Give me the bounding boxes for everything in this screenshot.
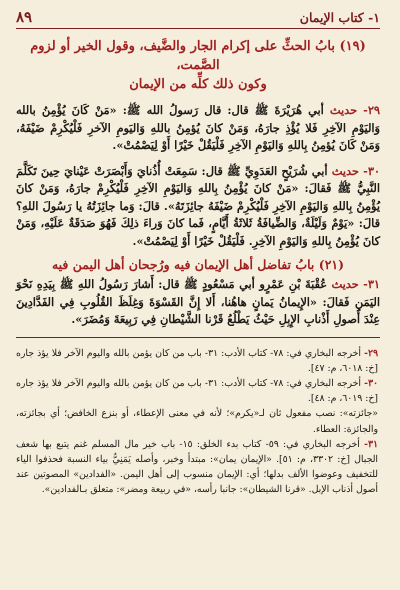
page-header <box>16 6 380 29</box>
hadith-30 <box>16 163 380 251</box>
footnote-number: ٣١- <box>364 438 378 450</box>
footnote-number: ٢٩- <box>364 347 379 359</box>
footnote <box>16 437 380 498</box>
hadith-number: ٣١- حديث <box>331 277 380 291</box>
footnote <box>16 376 380 406</box>
footnote <box>16 346 380 376</box>
hadith-number: ٢٩- حديث <box>329 103 380 117</box>
chapter-heading-line: (١٩) بابُ الحثِّ على إكرام الجار والضَّيف، وقول الخير أو لزوم الصَّمت، <box>30 39 366 73</box>
chapter-heading-line: وكون ذلك كلِّه من الإيمان <box>129 77 267 92</box>
hadith-31 <box>16 276 380 329</box>
footnote-text: أخرجه البخاري في: ٧٨- كتاب الأدب: ٣١- باب من كان يؤمن بالله واليوم الآخر فلا يؤذ جاره [خ: ٦٠١٩، م: ٤٨]. <box>16 377 378 405</box>
footnote-text: «جائزته»: نصب مفعول ثان لـ«يكرم»؛ لأنه في معنى الإعطاء، أو بنزع الخافض؛ أي بجائزته، والجائزة: العطاء. <box>16 408 378 435</box>
hadith-text: أبي شُرَيْحٍ العَدَوِيِّ ﷺ قال: سَمِعَتْ أُذُنايَ وَأَبْصَرَتْ عَيْنايَ حِينَ تَكَلَّمَ النَّبِيُّ ﷺ فَقالَ: «مَنْ كانَ يُؤْمِنُ بِاللهِ وَاليَوْمِ الآخِرِ فَلْيُكْرِمْ جارَهُ، وَمَنْ كانَ يُؤْمِنُ بِاللهِ وَاليَوْمِ الآخِرِ فَلْيُكْرِمْ ضَيْفَهُ جائِزَتَهُ». قالَ: وَما جائِزَتُهُ يا رَسُولَ اللهِ؟ قالَ: «يَوْمٌ وَلَيْلَةٌ، وَالضِّيافَةُ ثَلاثَةُ أَيَّامٍ، فَما كانَ وَراءَ ذلِكَ فَهُوَ صَدَقَةٌ عَلَيْهِ، وَمَنْ كانَ يُؤْمِنُ بِاللهِ وَاليَوْمِ الآخِرِ. فَلْيَقُلْ خَيْرًا أَوْ لِيَصْمُتْ». <box>16 163 380 248</box>
page-number: ٨٩ <box>16 8 33 26</box>
footnote <box>16 406 380 436</box>
footnote-text: أخرجه البخاري في: ٧٨- كتاب الأدب: ٣١- باب من كان يؤمن بالله واليوم الآخر فلا يؤذ جاره [خ: ٦٠١٨، م: ٤٧]. <box>16 347 378 374</box>
running-title: ١- كتاب الإيمان <box>299 9 380 25</box>
footnote-text: أخرجه البخاري في: ٥٩- كتاب بدء الخلق: ١٥- باب خير مال المسلم غنم يتبع بها شعف الجبال [خ: ٣٣٠٢، م: ٥١]. «الإيمان يمان»: مبتدأ وخبر، وأصله يَمَنِيٌّ بياء النسبة فحذفوا الياء للتخفيف وعوضوا الألف بدلها؛ أي: الإيمان منسوب إلى أهل اليمن. «الفدادين» المصوتين عند أصول أذناب الإبل. «قرنا الشيطان»: جانبا رأسه، «في ربيعة ومضر»: متعلق بـالفدادين». <box>16 438 378 496</box>
hadith-text: عُقْبَةَ بْنِ عَمْرٍو أبي مَسْعُودٍ ﷺ قال: أَشارَ رَسُولُ اللهِ ﷺ بِيَدِهِ نَحْوَ اليَمَنِ فَقالَ: «الإِيمانُ يَمانٍ هاهُنا، أَلا إِنَّ القَسْوَةَ وَغِلَظَ القُلُوبِ فِي الفَدَّادِينَ عِنْدَ أُصولِ أَذْنابِ الإِبِلِ حَيْثُ يَطْلُعُ قَرْنا الشَّيْطانِ فِي رَبِيعَةَ وَمُضَرَ». <box>16 277 380 326</box>
hadith-text: أبي هُرَيْرَةَ ﷺ قال: قال رَسولُ الله ﷺ: «مَنْ كَانَ يُؤْمِنُ بالله وَاليَوْمِ الآخِرِ فَلا يُؤْذِ جارَهُ، وَمَنْ كانَ يُؤمِنُ باللهِ وَاليَومِ الآخرِ فَلْيُكْرِمْ ضَيْفَهُ، وَمَنْ كَانَ يُؤمِنُ بِاللهِ وَاليَوْمِ الآخِرِ فَلْيَقُلْ خَيْرًا أَوْ لِيَصْمُتْ». <box>16 103 380 152</box>
hadith-29 <box>16 102 380 155</box>
chapter-heading-19 <box>20 37 376 94</box>
hadith-number: ٣٠- حديث <box>331 163 380 178</box>
footnote-divider <box>16 337 380 338</box>
footnote-number: ٣٠- <box>364 377 379 389</box>
footnotes <box>16 346 380 498</box>
chapter-heading-21: (٢١) بابُ تفاضل أهل الإيمان فيه ورُجحان أهل اليمن فيه <box>51 257 345 272</box>
